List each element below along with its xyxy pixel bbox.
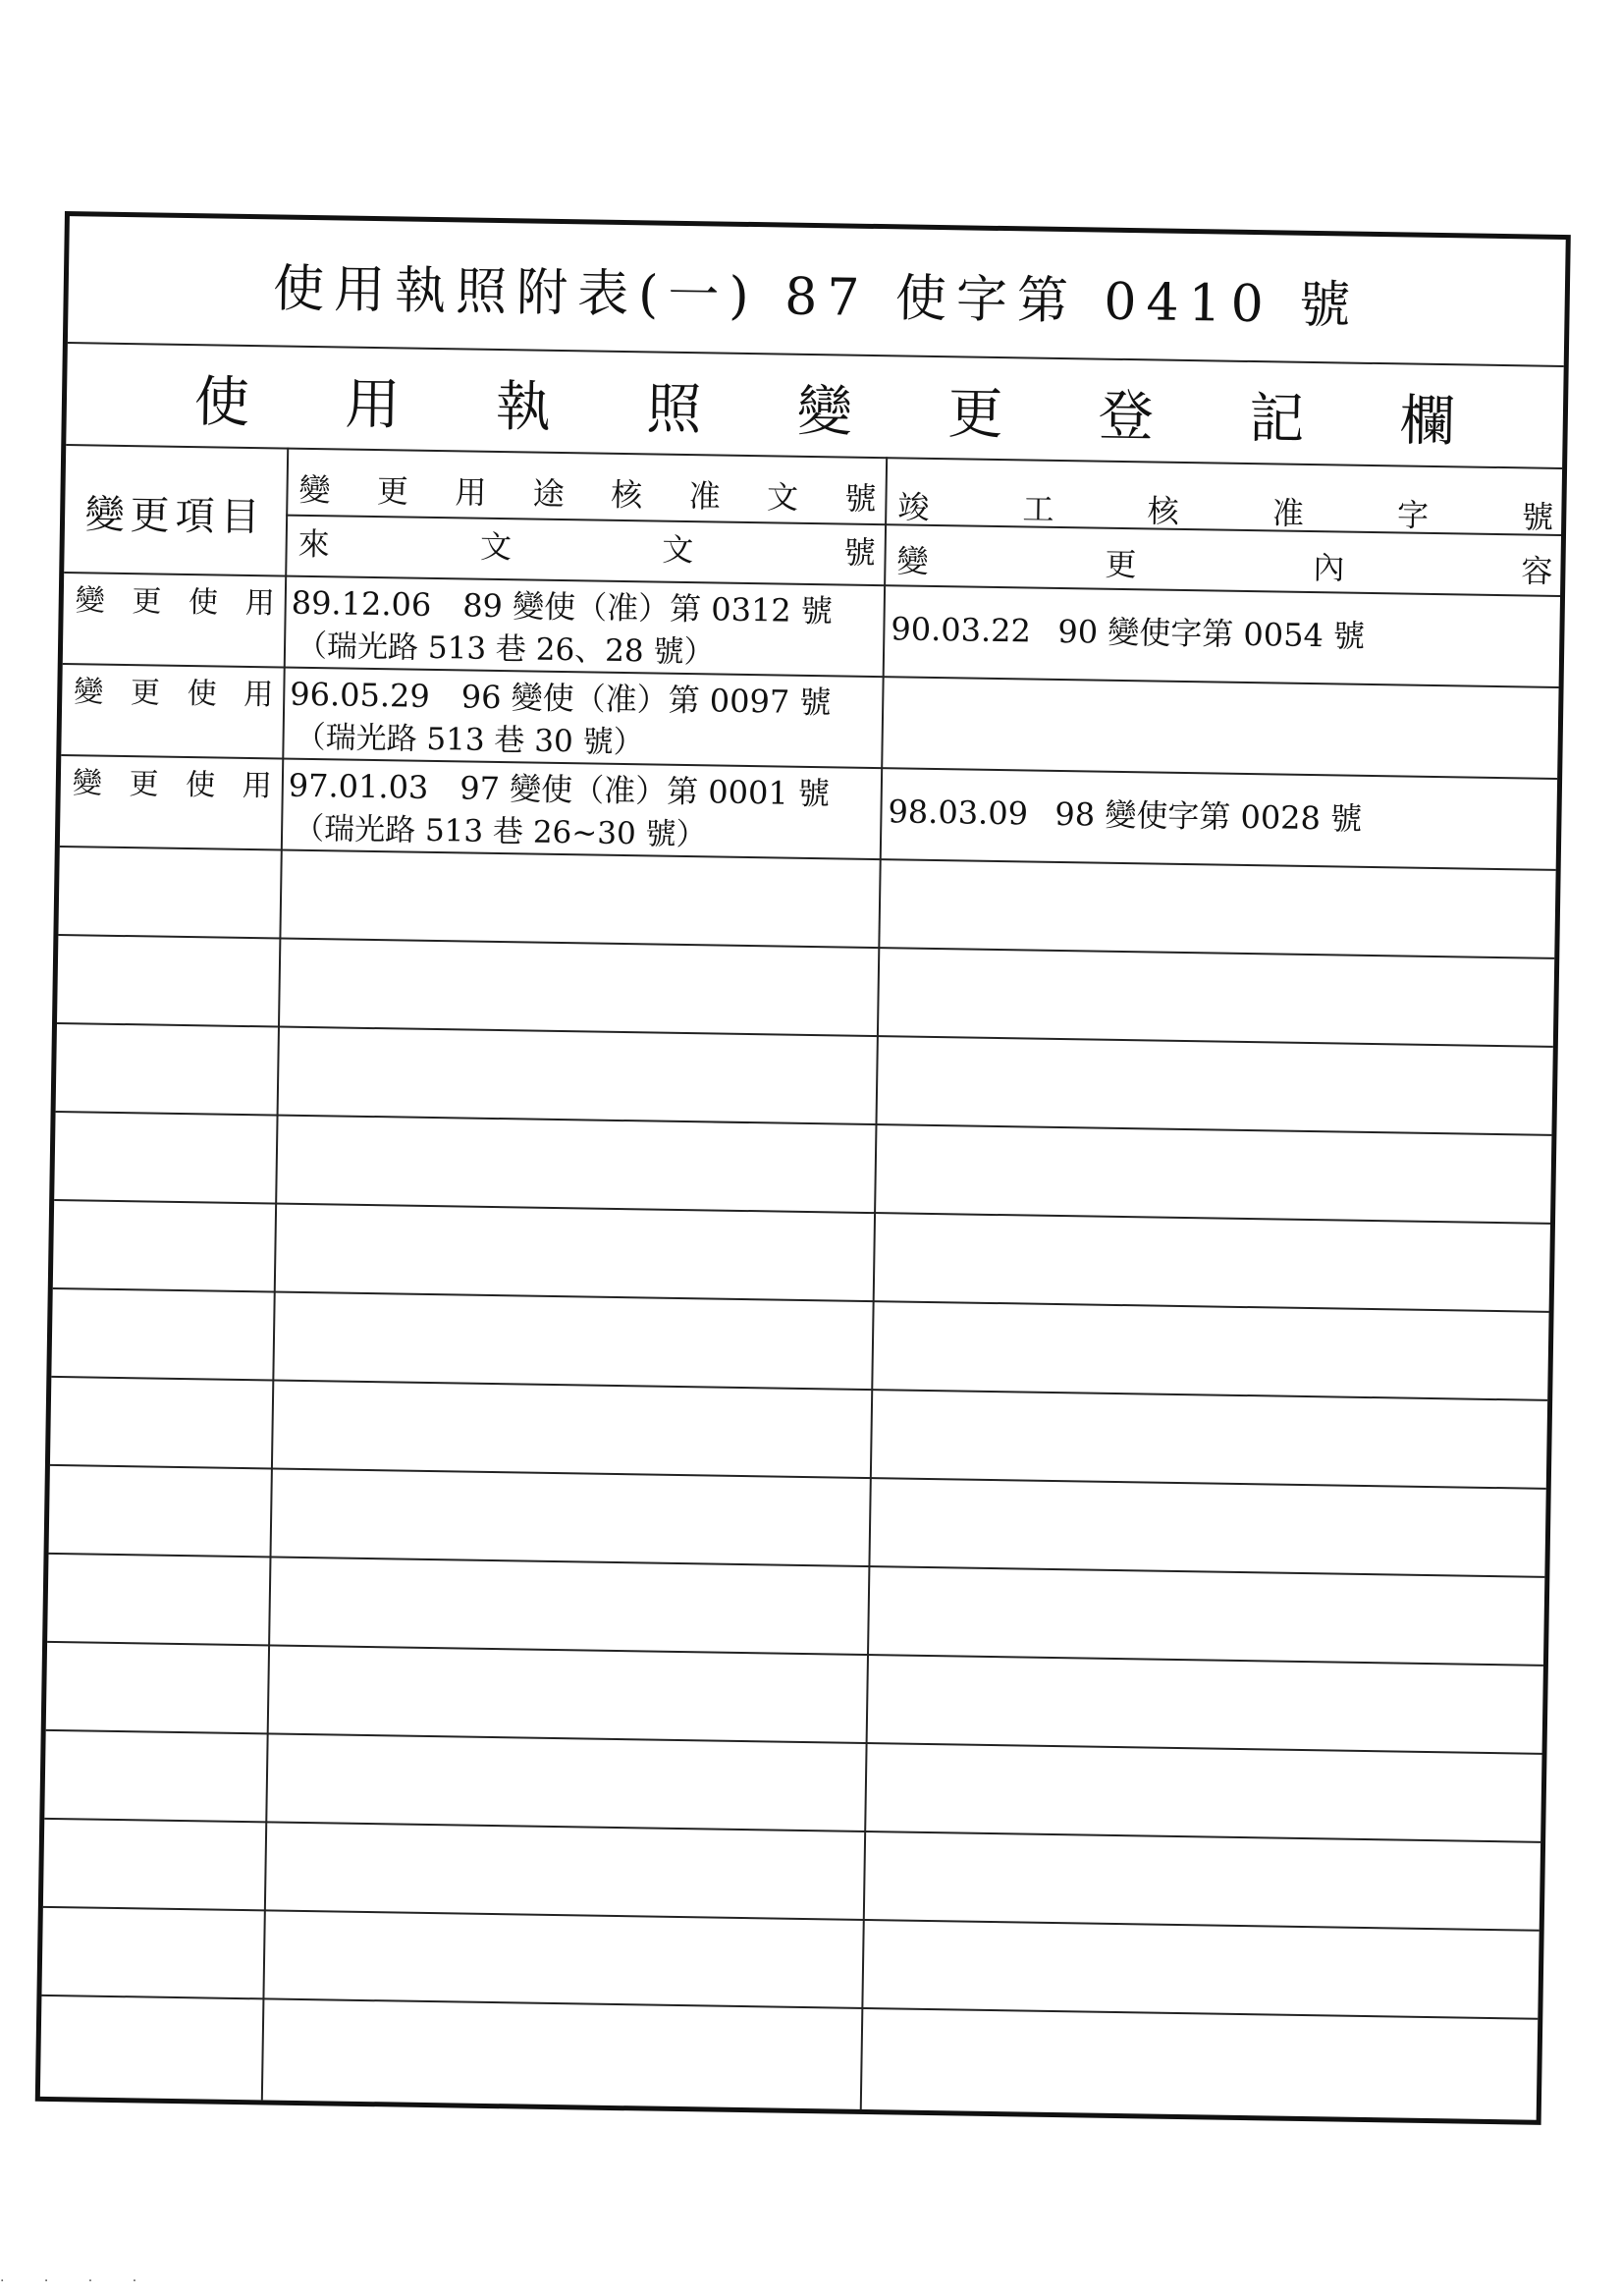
registration-table (35, 211, 1571, 2125)
row-divider (47, 1641, 1543, 1667)
row-divider (41, 1995, 1538, 2020)
approval-doc: 89.12.06 89 變使（准）第 0312 號 （瑞光路 513 巷 26、28 號） (291, 583, 834, 671)
row-divider (53, 1287, 1549, 1313)
scan-artifact: · · · · (0, 2273, 155, 2289)
change-item: 變 更 使 用 (72, 766, 273, 804)
row-divider (56, 1111, 1552, 1136)
change-item: 變 更 使 用 (75, 583, 275, 622)
completion-no: 98.03.09 98 變使字第 0028 號 (888, 793, 1363, 838)
row-divider (51, 1376, 1547, 1401)
header-change-item: 變更項目 (84, 491, 266, 540)
completion-no: 90.03.22 90 變使字第 0054 號 (891, 610, 1366, 655)
row-divider (49, 1553, 1545, 1578)
section-title: 使 用 執 照 變 更 登 記 欄 (193, 369, 1456, 454)
row-divider (54, 1199, 1550, 1225)
change-item: 變 更 使 用 (74, 675, 274, 713)
header-change-content: 變 更 內 容 (896, 542, 1553, 590)
approval-doc: 96.05.29 96 變使（准）第 0097 號 （瑞光路 513 巷 30 號） (290, 675, 832, 761)
row-divider (50, 1464, 1546, 1490)
page-title: 使用執照附表(一) 87 使字第 0410 號 (272, 258, 1361, 336)
row-divider (43, 1906, 1540, 1932)
approval-doc: 97.01.03 97 變使（准）第 0001 號 （瑞光路 513 巷 26~30 號） (288, 766, 831, 853)
completion-no (890, 695, 1558, 743)
row-divider (46, 1729, 1542, 1755)
header-incoming-doc: 來 文 文 號 (297, 524, 876, 573)
header-completion-no: 竣 工 核 准 字 號 (897, 488, 1554, 536)
header-approval-doc: 變 更 用 途 核 准 文 號 (298, 470, 877, 519)
row-divider (58, 934, 1554, 959)
row-divider (44, 1818, 1540, 1843)
row-divider (57, 1022, 1553, 1048)
